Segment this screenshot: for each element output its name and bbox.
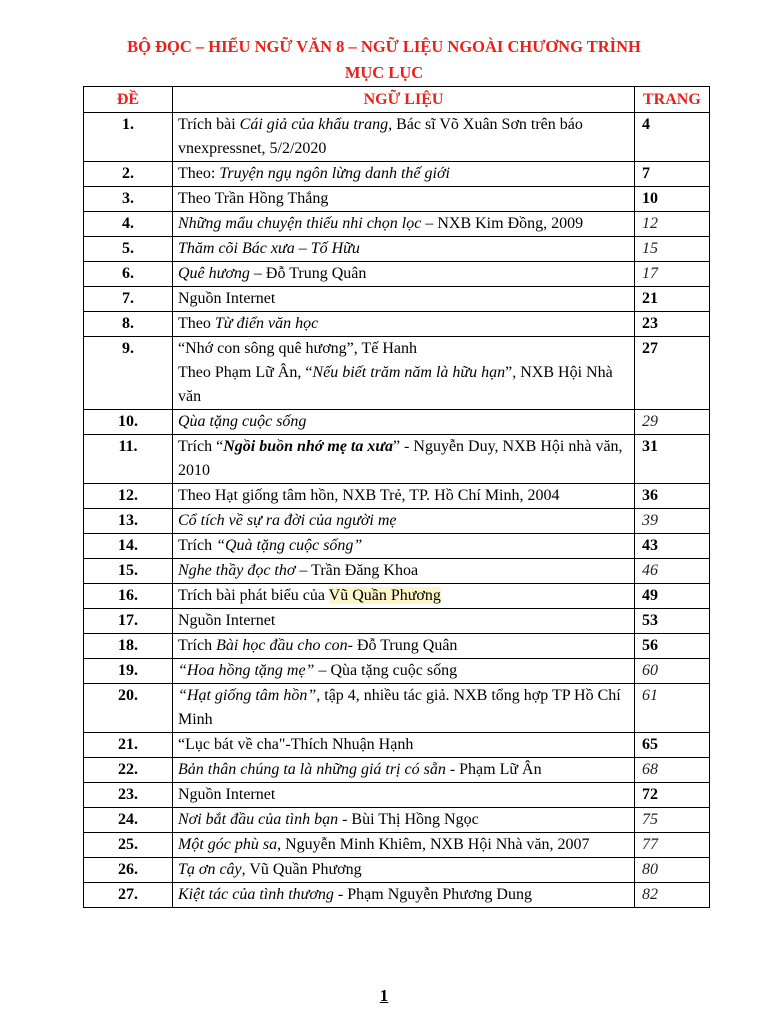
source-text-fragment: , Nguyễn Minh Khiêm, NXB Hội Nhà văn, 2007 [277,836,590,853]
source-text-fragment: Nếu biết trăm năm là hữu hạn [312,364,506,381]
page-ref: 75 [635,808,710,833]
source-text-fragment: Trích [178,537,217,554]
row-number: 17. [84,609,173,634]
table-row [84,287,710,312]
source-text [173,337,635,410]
row-number: 21. [84,733,173,758]
page-ref: 39 [635,509,710,534]
page-ref: 65 [635,733,710,758]
source-text-fragment: Vũ Quần Phương [328,587,441,604]
source-text [173,212,635,237]
source-text [173,684,635,733]
table-row [84,187,710,212]
page-ref: 10 [635,187,710,212]
toc-body [84,113,710,908]
source-text-fragment: “Hạt giống tâm hồn” [178,687,317,704]
row-number: 3. [84,187,173,212]
source-text [173,187,635,212]
page-number: 1 [379,986,389,1005]
column-header-de: ĐỀ [84,87,173,113]
row-number: 23. [84,783,173,808]
source-text-fragment: Một góc phù sa [178,836,278,853]
toc-heading: MỤC LỤC [344,63,424,82]
row-number: 2. [84,162,173,187]
source-text-fragment: Trích [178,637,217,654]
source-text [173,634,635,659]
table-row [84,659,710,684]
document-title: BỘ ĐỌC – HIỂU NGỮ VĂN 8 – NGỮ LIỆU NGOÀI CHƯƠNG TRÌNH [127,37,641,56]
source-text-fragment: Theo Trần Hồng Thắng [178,190,329,207]
source-text-fragment: - Đỗ Trung Quân [347,637,458,654]
table-row [84,435,710,484]
source-text-fragment: Bản thân chúng ta là những giá trị có sẵn [178,761,446,778]
row-number: 14. [84,534,173,559]
source-text-fragment: Từ điển văn học [214,315,319,332]
source-text-fragment: , Vũ Quần Phương [241,861,362,878]
source-text [173,833,635,858]
table-row [84,584,710,609]
source-text [173,883,635,908]
source-text-fragment: Theo Phạm Lữ Ân, “ [178,364,313,381]
row-number: 18. [84,634,173,659]
source-text [173,758,635,783]
page-ref: 80 [635,858,710,883]
table-row [84,212,710,237]
table-row [84,634,710,659]
source-text [173,287,635,312]
source-text [173,584,635,609]
page-ref: 61 [635,684,710,733]
row-number: 26. [84,858,173,883]
toc-header-row [84,87,710,113]
page-ref: 56 [635,634,710,659]
column-header-ngu-lieu: NGỮ LIỆU [173,87,635,113]
row-number: 13. [84,509,173,534]
source-text-fragment: Trích bài phát biểu của [178,587,329,604]
page-ref: 29 [635,410,710,435]
source-text [173,559,635,584]
row-number: 9. [84,337,173,410]
source-text-fragment: Bài học đầu cho con [216,637,348,654]
source-text-fragment: Qùa tặng cuộc sống [178,413,307,430]
table-row [84,237,710,262]
table-row [84,162,710,187]
page-ref: 4 [635,113,710,162]
source-text-fragment: Trích “ [178,438,224,455]
table-row [84,262,710,287]
source-text [173,113,635,162]
source-text-fragment: “Quà tặng cuộc sống” [216,537,363,554]
row-number: 24. [84,808,173,833]
table-row [84,808,710,833]
source-text-fragment: Theo [178,315,215,332]
source-text-fragment: - Phạm Nguyễn Phương Dung [333,886,532,903]
table-row [84,858,710,883]
page-ref: 23 [635,312,710,337]
row-number: 5. [84,237,173,262]
source-text [173,312,635,337]
page-ref: 60 [635,659,710,684]
source-text-fragment: Truyện ngụ ngôn lừng danh thế giới [219,165,450,182]
table-row [84,833,710,858]
source-text [173,733,635,758]
page-ref: 53 [635,609,710,634]
page-ref: 36 [635,484,710,509]
table-row [84,559,710,584]
page-ref: 68 [635,758,710,783]
source-text-fragment: Theo Hạt giống tâm hồn, NXB Trẻ, TP. Hồ Chí Minh, 2004 [178,487,560,504]
row-number: 27. [84,883,173,908]
source-text-fragment: Nghe thầy đọc thơ [178,562,296,579]
page-ref: 7 [635,162,710,187]
table-row [84,733,710,758]
row-number: 15. [84,559,173,584]
row-number: 11. [84,435,173,484]
row-number: 20. [84,684,173,733]
row-number: 4. [84,212,173,237]
page-ref: 31 [635,435,710,484]
row-number: 10. [84,410,173,435]
row-number: 19. [84,659,173,684]
source-text [173,410,635,435]
page-ref: 27 [635,337,710,410]
row-number: 1. [84,113,173,162]
source-text-fragment: Trích bài [178,116,240,133]
source-text-fragment: “Nhớ con sông quê hương”, Tế Hanh [178,340,418,357]
table-row [84,758,710,783]
source-text [173,808,635,833]
page-ref: 43 [635,534,710,559]
source-text-fragment: Cổ tích về sự ra đời của người mẹ [178,512,397,529]
source-text-fragment: Bác sĩ Võ Xuân Sơn trên báo vnexpressnet, 5/2/2020 [178,116,583,157]
table-row [84,113,710,162]
source-text-fragment: Nguồn Internet [178,290,276,307]
source-text-fragment: Thăm cõi Bác xưa – Tố Hữu [178,240,360,257]
source-text-fragment: Ngồi buồn nhớ mẹ ta xưa [223,438,393,455]
source-text-fragment: Quê hương [178,265,250,282]
table-row [84,783,710,808]
source-text [173,509,635,534]
source-text [173,659,635,684]
source-text-fragment: - Bùi Thị Hồng Ngọc [338,811,479,828]
column-header-trang: TRANG [635,87,710,113]
page-ref: 49 [635,584,710,609]
source-text-fragment: Tạ ơn cây [178,861,242,878]
page-ref: 77 [635,833,710,858]
table-row [84,684,710,733]
source-text-fragment: , tập 4, nhiều tác giả. NXB tổng hợp TP Hồ Chí Minh [178,687,621,728]
source-text [173,484,635,509]
row-number: 22. [84,758,173,783]
toc-table [83,86,710,908]
table-row [84,609,710,634]
row-number: 25. [84,833,173,858]
row-number: 6. [84,262,173,287]
source-text-fragment: Kiệt tác của tình thương [178,886,334,903]
page-ref: 17 [635,262,710,287]
page-ref: 12 [635,212,710,237]
source-text-fragment: – Đỗ Trung Quân [249,265,367,282]
source-text-fragment: Nguồn Internet [178,786,276,803]
source-text [173,162,635,187]
source-text [173,435,635,484]
source-text-fragment: ” - Nguyễn Duy, NXB Hội nhà văn, 2010 [178,438,623,479]
page-ref: 82 [635,883,710,908]
table-row [84,509,710,534]
source-text [173,783,635,808]
source-text-fragment: – NXB Kim Đồng, 2009 [421,215,584,232]
source-text [173,534,635,559]
page-ref: 21 [635,287,710,312]
row-number: 16. [84,584,173,609]
row-number: 7. [84,287,173,312]
table-row [84,337,710,410]
source-text-fragment: Nguồn Internet [178,612,276,629]
source-text-fragment: Cái giả của khẩu trang, [239,116,393,133]
source-text-fragment: – Trần Đăng Khoa [295,562,419,579]
source-text [173,237,635,262]
row-number: 8. [84,312,173,337]
source-text-fragment: Những mẩu chuyện thiếu nhi chọn lọc [178,215,422,232]
table-row [84,883,710,908]
source-text [173,858,635,883]
page-ref: 72 [635,783,710,808]
source-text-fragment: Theo: [178,165,220,182]
source-text [173,609,635,634]
source-text-fragment: “Hoa hồng tặng mẹ” [178,662,315,679]
table-row [84,410,710,435]
table-row [84,484,710,509]
source-text-fragment: – Qùa tặng cuộc sống [314,662,458,679]
source-text-fragment: ”, NXB Hội Nhà văn [178,364,613,405]
source-text [173,262,635,287]
table-row [84,534,710,559]
row-number: 12. [84,484,173,509]
table-row [84,312,710,337]
source-text-fragment: “Lục bát về cha"-Thích Nhuận Hạnh [178,736,414,753]
source-text-fragment: - Phạm Lữ Ân [445,761,542,778]
page-ref: 46 [635,559,710,584]
source-text-fragment: Nơi bắt đầu của tình bạn [178,811,339,828]
page-ref: 15 [635,237,710,262]
